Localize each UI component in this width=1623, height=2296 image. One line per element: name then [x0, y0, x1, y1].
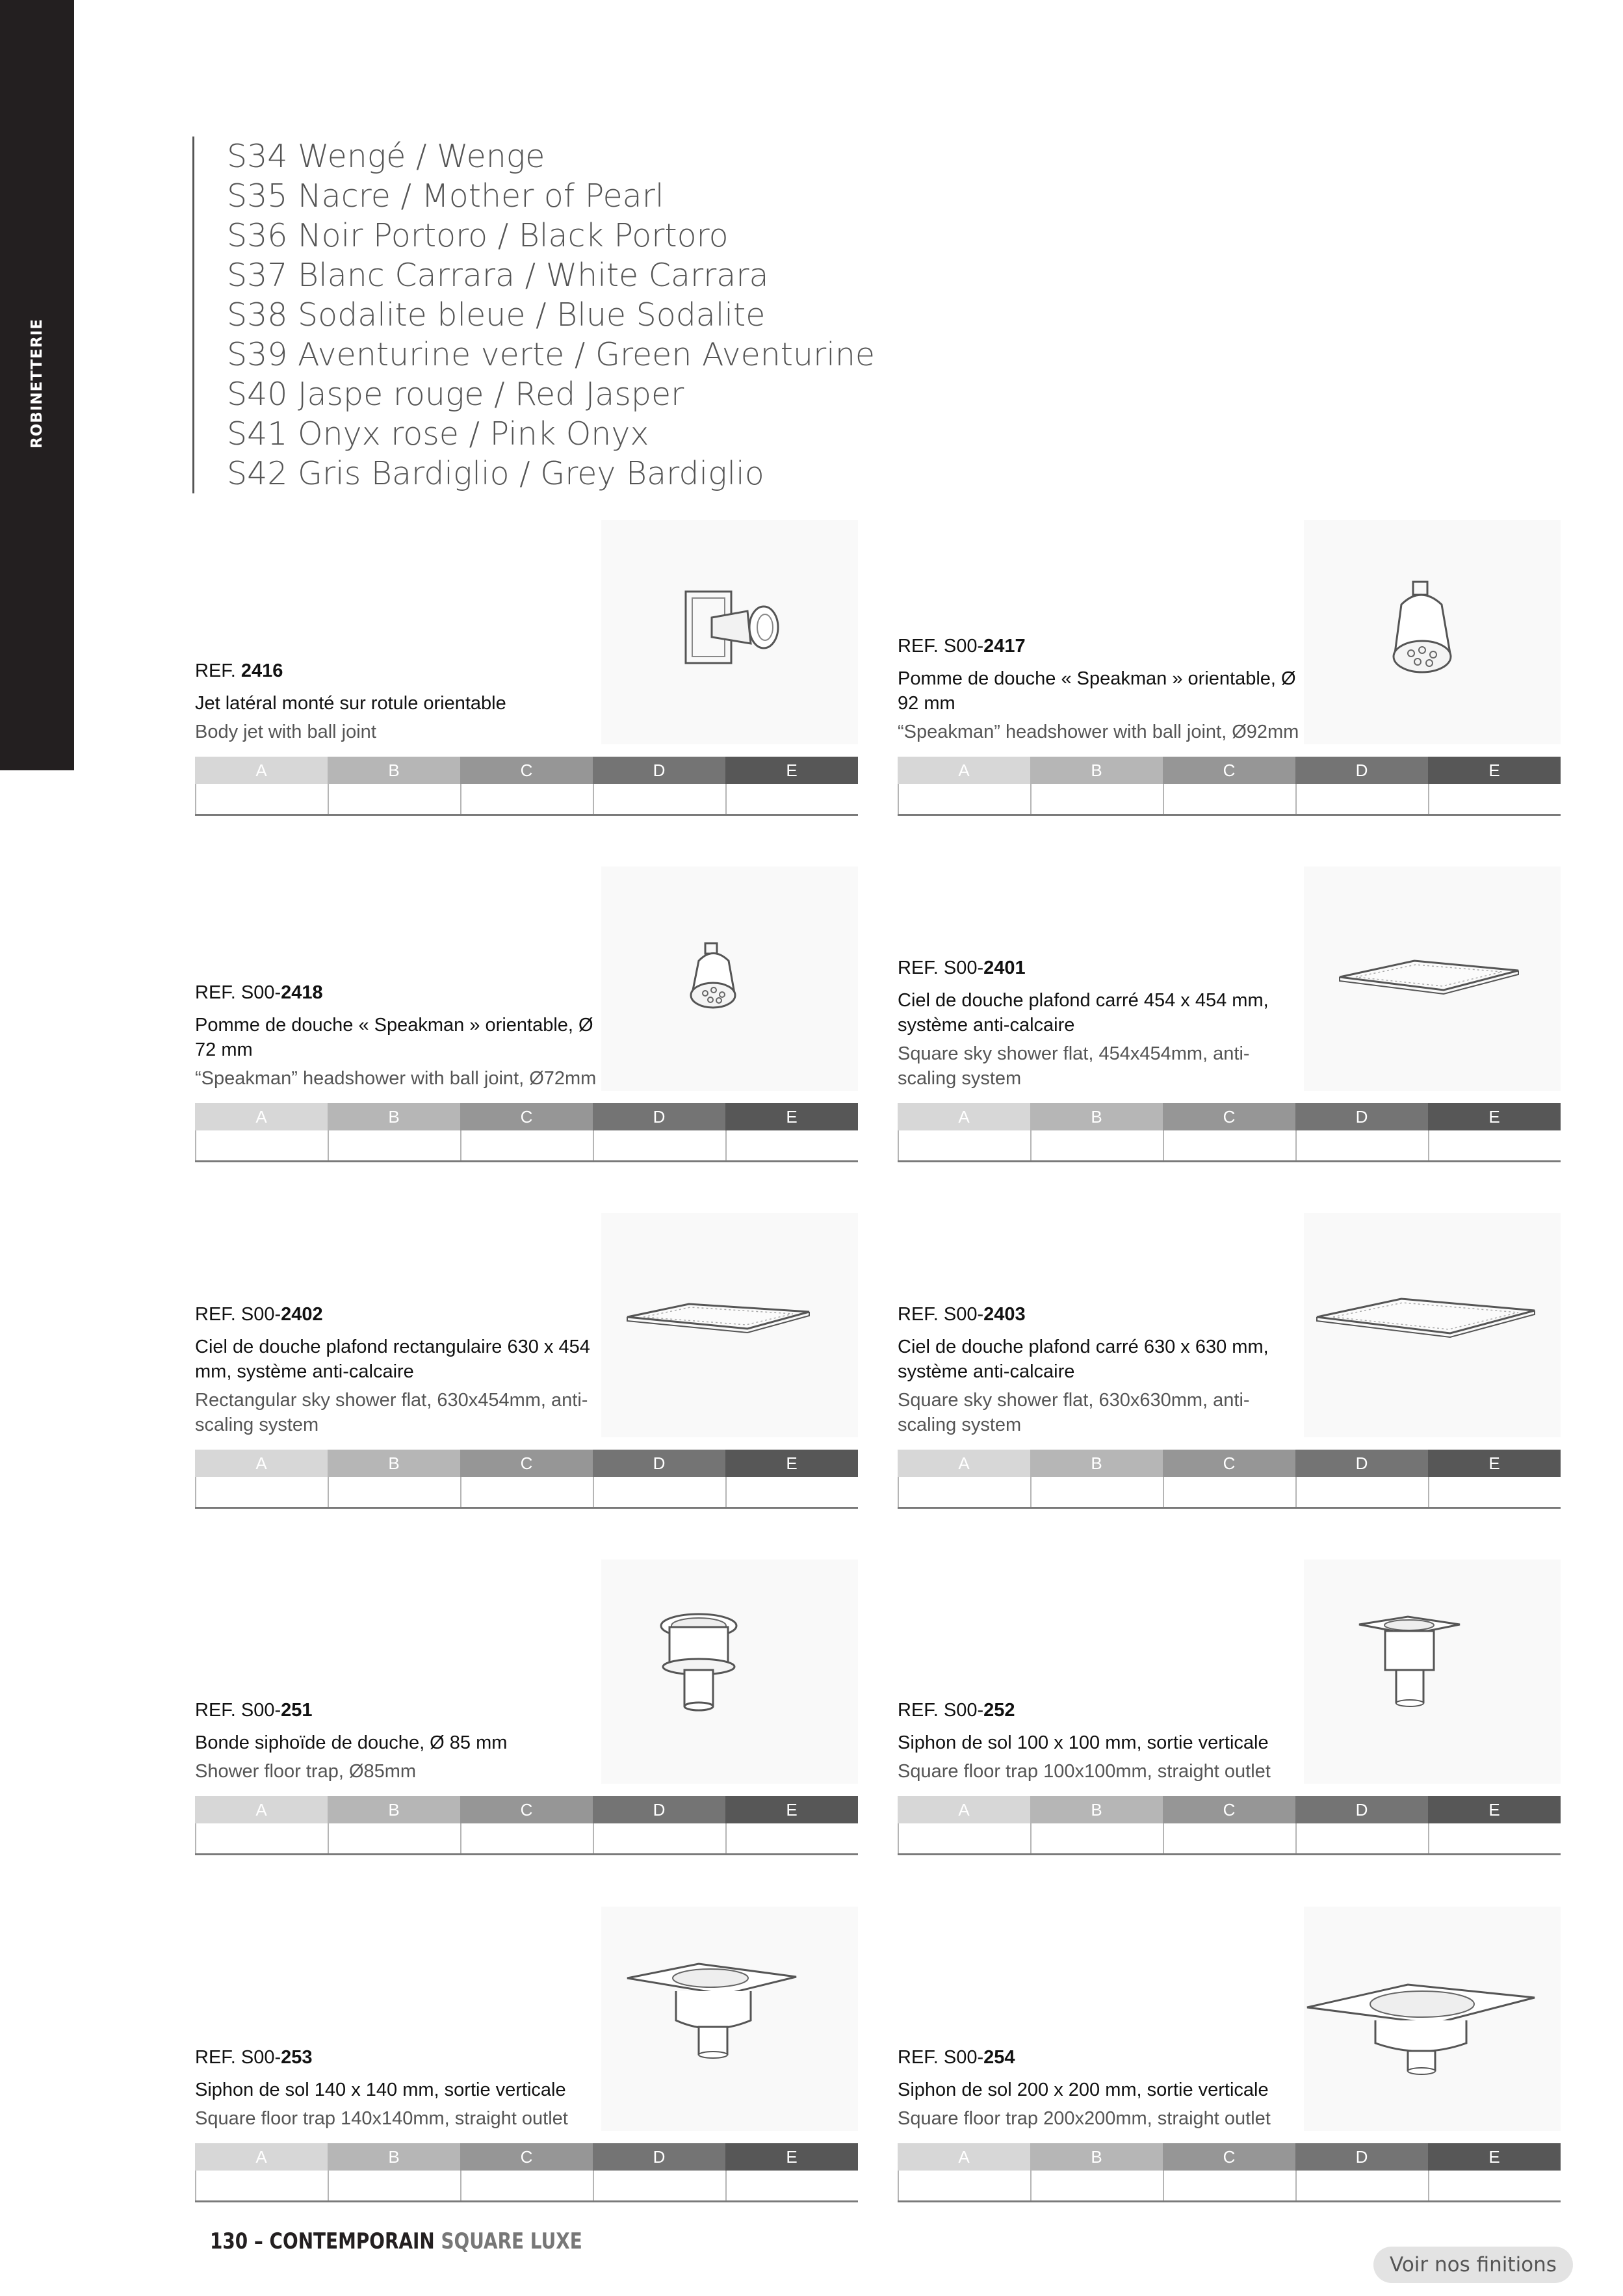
- product-image: [1304, 1907, 1561, 2131]
- finish-cell: [1163, 2171, 1295, 2200]
- finish-cell: [725, 784, 858, 814]
- finish-cell: [195, 2171, 328, 2200]
- finish-column-b: B: [1030, 1450, 1163, 1477]
- finish-item: S40 Jaspe rouge / Red Jasper: [227, 376, 684, 413]
- product-card: [898, 1559, 1561, 1855]
- finish-column-c: C: [1163, 1796, 1295, 1823]
- product-name-en: Square sky shower flat, 630x630mm, anti-scaling system: [898, 1390, 1250, 1435]
- finish-column-b: B: [328, 1796, 460, 1823]
- product-image: [1304, 1559, 1561, 1784]
- square-floor-trap-medium-icon: [601, 1907, 858, 2131]
- finish-cell: [1428, 1823, 1561, 1853]
- finish-cell: [898, 2171, 1030, 2200]
- finish-column-b: B: [1030, 1103, 1163, 1130]
- product-card: [898, 1907, 1561, 2202]
- section-label: ROBINETTERIE: [29, 319, 45, 449]
- finish-cell: [725, 1477, 858, 1507]
- finish-table: [898, 1796, 1561, 1855]
- finish-column-c: C: [1163, 2143, 1295, 2171]
- speakman-headshower-small-icon: [601, 867, 858, 1091]
- finish-cell: [593, 1477, 725, 1507]
- product-image: [601, 1213, 858, 1437]
- page-footer: [210, 2228, 582, 2254]
- product-image: [1304, 867, 1561, 1091]
- finish-table: [898, 757, 1561, 816]
- product-card: [195, 1907, 858, 2202]
- finish-cell: [1163, 1130, 1295, 1160]
- product-name-fr: Ciel de douche plafond carré 630 x 630 mm, système anti-calcaire: [898, 1337, 1269, 1382]
- product-card: [195, 1559, 858, 1855]
- product-card: [195, 867, 858, 1162]
- finish-column-d: D: [1295, 2143, 1428, 2171]
- finish-column-c: C: [460, 1450, 593, 1477]
- finish-column-d: D: [593, 757, 725, 784]
- speakman-headshower-icon: [1304, 520, 1561, 744]
- finish-column-e: E: [1428, 1103, 1561, 1130]
- finish-table: [195, 1450, 858, 1509]
- finish-cell: [898, 1130, 1030, 1160]
- finish-cell: [1030, 1823, 1163, 1853]
- finish-cell: [460, 1823, 593, 1853]
- finish-column-e: E: [725, 1450, 858, 1477]
- finish-cell: [593, 2171, 725, 2200]
- finish-cell: [1295, 1130, 1428, 1160]
- finish-cell: [725, 1823, 858, 1853]
- finish-column-e: E: [1428, 757, 1561, 784]
- finish-item: S35 Nacre / Mother of Pearl: [227, 177, 664, 215]
- finish-column-a: A: [195, 1796, 328, 1823]
- product-name-fr: Ciel de douche plafond rectangulaire 630 x 454 mm, système anti-calcaire: [195, 1337, 590, 1382]
- finish-column-e: E: [1428, 1450, 1561, 1477]
- finish-cell: [1428, 784, 1561, 814]
- page-number-title: 130 – CONTEMPORAIN: [210, 2228, 441, 2254]
- finish-column-d: D: [593, 1796, 725, 1823]
- finish-cell: [898, 1477, 1030, 1507]
- finish-cell: [898, 1823, 1030, 1853]
- product-name-en: “Speakman” headshower with ball joint, Ø92mm: [898, 722, 1299, 742]
- product-ref: REF. 2416: [195, 660, 283, 681]
- product-name-en: Shower floor trap, Ø85mm: [195, 1761, 417, 1782]
- finish-column-a: A: [195, 757, 328, 784]
- finish-column-b: B: [1030, 757, 1163, 784]
- product-image: [601, 867, 858, 1091]
- finish-cell: [1295, 2171, 1428, 2200]
- finish-cell: [1295, 784, 1428, 814]
- finish-table: [898, 1103, 1561, 1162]
- finish-cell: [1428, 2171, 1561, 2200]
- finish-column-c: C: [1163, 757, 1295, 784]
- finish-column-e: E: [725, 1103, 858, 1130]
- product-image: [601, 1559, 858, 1784]
- product-ref: REF. S00-2418: [195, 982, 323, 1003]
- finish-cell: [1030, 1130, 1163, 1160]
- finish-column-d: D: [1295, 757, 1428, 784]
- finish-column-d: D: [593, 1450, 725, 1477]
- finish-cell: [1030, 1477, 1163, 1507]
- product-name-fr: Pomme de douche « Speakman » orientable, Ø 72 mm: [195, 1015, 593, 1060]
- product-name-fr: Jet latéral monté sur rotule orientable: [195, 693, 506, 714]
- finish-table: [195, 1796, 858, 1855]
- finish-column-e: E: [725, 2143, 858, 2171]
- finish-column-b: B: [328, 2143, 460, 2171]
- body-jet-icon: [601, 520, 858, 744]
- finish-column-a: A: [898, 1796, 1030, 1823]
- finish-column-c: C: [1163, 1103, 1295, 1130]
- finish-column-a: A: [898, 1103, 1030, 1130]
- finish-cell: [1295, 1477, 1428, 1507]
- finish-column-b: B: [1030, 2143, 1163, 2171]
- finish-cell: [1295, 1823, 1428, 1853]
- finish-table: [898, 2143, 1561, 2202]
- finish-cell: [593, 1823, 725, 1853]
- finish-item: S36 Noir Portoro / Black Portoro: [227, 217, 729, 254]
- product-ref: REF. S00-2403: [898, 1304, 1026, 1325]
- product-name-en: Square sky shower flat, 454x454mm, anti-scaling system: [898, 1043, 1250, 1089]
- finish-table: [195, 757, 858, 816]
- product-image: [1304, 1213, 1561, 1437]
- product-name-en: Square floor trap 140x140mm, straight outlet: [195, 2108, 568, 2129]
- finish-cell: [1163, 1823, 1295, 1853]
- finish-column-c: C: [460, 2143, 593, 2171]
- finish-column-e: E: [725, 757, 858, 784]
- finish-cell: [1428, 1130, 1561, 1160]
- product-name-fr: Pomme de douche « Speakman » orientable, Ø 92 mm: [898, 668, 1296, 714]
- finish-column-d: D: [1295, 1796, 1428, 1823]
- finish-column-a: A: [898, 2143, 1030, 2171]
- square-floor-trap-large-icon: [1304, 1907, 1561, 2131]
- product-name-fr: Siphon de sol 200 x 200 mm, sortie verticale: [898, 2080, 1269, 2100]
- product-card: [898, 520, 1561, 816]
- finish-list: [192, 137, 875, 493]
- product-name-en: Body jet with ball joint: [195, 722, 376, 742]
- finish-column-b: B: [328, 1450, 460, 1477]
- product-ref: REF. S00-254: [898, 2047, 1015, 2068]
- product-name-en: “Speakman” headshower with ball joint, Ø72mm: [195, 1068, 597, 1089]
- product-name-fr: Siphon de sol 140 x 140 mm, sortie verticale: [195, 2080, 566, 2100]
- finish-item: S42 Gris Bardiglio / Grey Bardiglio: [227, 455, 764, 492]
- sky-shower-square-icon: [1304, 867, 1561, 1091]
- finish-cell: [328, 1823, 460, 1853]
- finish-item: S39 Aventurine verte / Green Aventurine: [227, 336, 876, 373]
- finish-column-d: D: [1295, 1103, 1428, 1130]
- finish-column-a: A: [898, 1450, 1030, 1477]
- finish-column-b: B: [1030, 1796, 1163, 1823]
- finish-item: S34 Wengé / Wenge: [227, 138, 545, 175]
- product-ref: REF. S00-252: [898, 1700, 1015, 1721]
- finish-cell: [328, 1477, 460, 1507]
- finish-cell: [1163, 784, 1295, 814]
- finish-column-a: A: [898, 757, 1030, 784]
- finish-cell: [460, 1130, 593, 1160]
- square-floor-trap-icon: [1304, 1559, 1561, 1784]
- finish-column-c: C: [460, 1103, 593, 1130]
- finish-column-d: D: [593, 1103, 725, 1130]
- finish-table: [898, 1450, 1561, 1509]
- finish-table: [195, 1103, 858, 1162]
- finish-column-a: A: [195, 1450, 328, 1477]
- product-name-en: Square floor trap 100x100mm, straight outlet: [898, 1761, 1271, 1782]
- round-floor-trap-icon: [601, 1559, 858, 1784]
- finish-cell: [725, 1130, 858, 1160]
- finish-cell: [328, 1130, 460, 1160]
- finish-cell: [195, 1130, 328, 1160]
- finish-column-a: A: [195, 2143, 328, 2171]
- product-image: [601, 520, 858, 744]
- view-finishes-button[interactable]: Voir nos finitions: [1373, 2247, 1573, 2283]
- finish-cell: [1030, 2171, 1163, 2200]
- finish-column-d: D: [593, 2143, 725, 2171]
- product-image: [1304, 520, 1561, 744]
- sky-shower-large-icon: [1304, 1213, 1561, 1437]
- finish-column-b: B: [328, 1103, 460, 1130]
- finish-column-e: E: [1428, 2143, 1561, 2171]
- finish-table: [195, 2143, 858, 2202]
- product-card: [195, 1213, 858, 1509]
- product-name-en: Square floor trap 200x200mm, straight outlet: [898, 2108, 1271, 2129]
- finish-column-c: C: [1163, 1450, 1295, 1477]
- finish-cell: [460, 1477, 593, 1507]
- finish-cell: [725, 2171, 858, 2200]
- finish-cell: [328, 784, 460, 814]
- product-name-fr: Siphon de sol 100 x 100 mm, sortie verticale: [898, 1732, 1269, 1753]
- finish-cell: [195, 1823, 328, 1853]
- finish-column-c: C: [460, 1796, 593, 1823]
- product-ref: REF. S00-251: [195, 1700, 313, 1721]
- finish-cell: [195, 1477, 328, 1507]
- finish-cell: [593, 784, 725, 814]
- section-tab: [0, 0, 74, 770]
- finish-column-a: A: [195, 1103, 328, 1130]
- finish-cell: [195, 784, 328, 814]
- product-ref: REF. S00-2417: [898, 636, 1026, 657]
- finish-column-c: C: [460, 757, 593, 784]
- product-card: [195, 520, 858, 816]
- finish-column-e: E: [725, 1796, 858, 1823]
- sky-shower-rectangular-icon: [601, 1213, 858, 1437]
- product-card: [898, 1213, 1561, 1509]
- finish-cell: [898, 784, 1030, 814]
- finish-cell: [460, 2171, 593, 2200]
- collection-name: SQUARE LUXE: [441, 2228, 582, 2254]
- finish-item: S41 Onyx rose / Pink Onyx: [227, 415, 649, 452]
- finish-cell: [1030, 784, 1163, 814]
- finish-cell: [593, 1130, 725, 1160]
- finish-item: S37 Blanc Carrara / White Carrara: [227, 257, 769, 294]
- finish-column-e: E: [1428, 1796, 1561, 1823]
- product-ref: REF. S00-253: [195, 2047, 313, 2068]
- product-ref: REF. S00-2401: [898, 958, 1026, 978]
- finish-column-d: D: [1295, 1450, 1428, 1477]
- product-name-fr: Bonde siphoïde de douche, Ø 85 mm: [195, 1732, 508, 1753]
- finish-cell: [1163, 1477, 1295, 1507]
- product-name-en: Rectangular sky shower flat, 630x454mm, anti-scaling system: [195, 1390, 588, 1435]
- finish-cell: [460, 784, 593, 814]
- finish-column-b: B: [328, 757, 460, 784]
- product-image: [601, 1907, 858, 2131]
- finish-cell: [328, 2171, 460, 2200]
- product-card: [898, 867, 1561, 1162]
- product-ref: REF. S00-2402: [195, 1304, 323, 1325]
- product-name-fr: Ciel de douche plafond carré 454 x 454 mm, système anti-calcaire: [898, 990, 1269, 1036]
- finish-cell: [1428, 1477, 1561, 1507]
- finish-item: S38 Sodalite bleue / Blue Sodalite: [227, 296, 766, 333]
